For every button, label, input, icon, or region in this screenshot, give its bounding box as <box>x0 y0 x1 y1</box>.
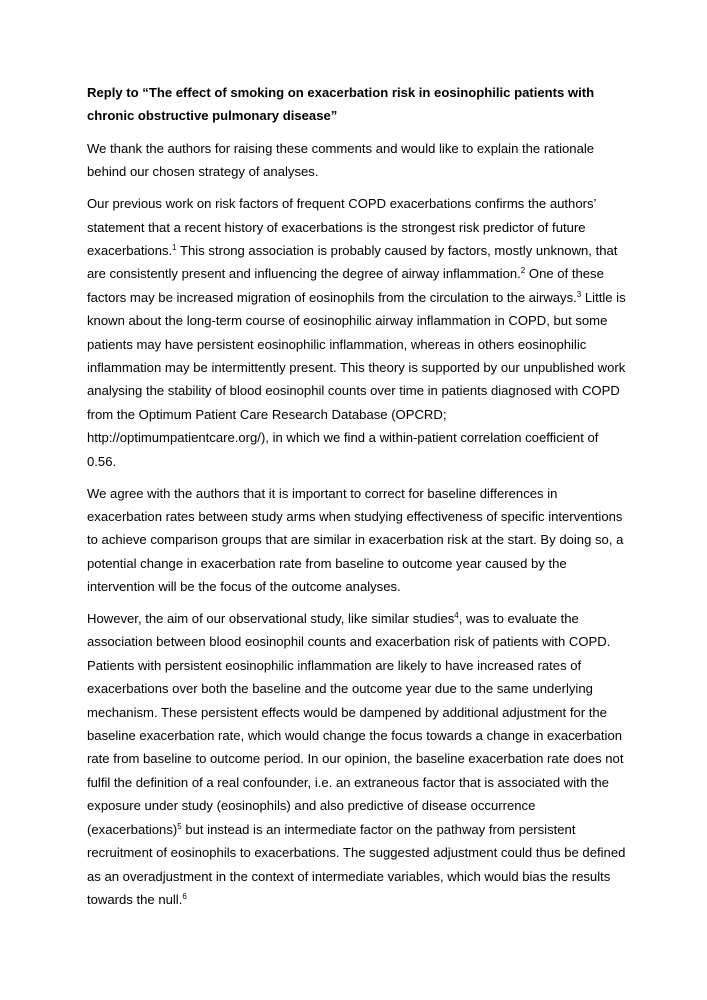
paragraph-text: We agree with the authors that it is important to correct for baseline differences in exacerbation rates between study arms when studying effectiveness of specific interventions to achieve comparison groups that are similar in exacerbation risk at the start. By doing so, a potential change in exacerbation rate from baseline to outcome year caused by the intervention will be the focus of the outcome analyses. <box>87 485 624 595</box>
paragraph-3 <box>87 482 627 599</box>
paragraph-2 <box>87 192 627 473</box>
paragraph-text: Little is known about the long-term course of eosinophilic airway inflammation in COPD, but some patients may have persistent eosinophilic inflammation, whereas in others eosinophilic inflammation may be intermittently present. This theory is supported by our unpublished work analysing the stability of blood eosinophil counts over time in patients diagnosed with COPD from the Optimum Patient Care Research Database (OPCRD; http://optimumpatientcare.org/), in which we find a within-patient correlation coefficient of 0.56. <box>87 289 626 469</box>
paragraph-text: , was to evaluate the association between blood eosinophil counts and exacerbation risk of patients with COPD. Patients with persistent eosinophilic inflammation are likely to have increased rates of exacerbations over both the baseline and the outcome year due to the same underlying mechanism. These persistent effects would be dampened by additional adjustment for the baseline exacerbation rate, which would change the focus towards a change in exacerbation rate from baseline to outcome period. In our opinion, the baseline exacerbation rate does not fulfil the definition of a real confounder, i.e. an extraneous factor that is associated with the exposure under study (eosinophils) and also predictive of disease occurrence (exacerbations) <box>87 611 624 837</box>
paragraph-text: Our previous work on risk factors of frequent COPD exacerbations confirms the authors’ statement that a recent history of exacerbations is the strongest risk predictor of future exacerbations. <box>87 196 596 258</box>
paragraph-4 <box>87 607 627 911</box>
paragraph-text: but instead is an intermediate factor on the pathway from persistent recruitment of eosinophils to exacerbations. The suggested adjustment could thus be defined as an overadjustment in the context of intermediate variables, which would bias the results towards the null. <box>87 821 626 907</box>
citation-superscript: 1 <box>172 242 177 252</box>
paragraph-text: This strong association is probably caused by factors, mostly unknown, that are consistently present and influencing the degree of airway inflammation. <box>87 242 618 282</box>
paragraph-1 <box>87 137 627 184</box>
document-page <box>87 81 627 920</box>
paragraph-text: One of these factors may be increased migration of eosinophils from the circulation to the airways. <box>87 266 604 305</box>
citation-superscript: 3 <box>576 289 582 299</box>
document-title: Reply to “The effect of smoking on exacerbation risk in eosinophilic patients with chronic obstructive pulmonary disease” <box>87 85 595 124</box>
citation-superscript: 5 <box>177 821 182 831</box>
citation-superscript: 6 <box>182 891 187 901</box>
citation-superscript: 4 <box>454 611 459 621</box>
paragraph-text: However, the aim of our observational study, like similar studies <box>87 611 455 627</box>
citation-superscript: 2 <box>520 266 526 276</box>
paragraph-text: We thank the authors for raising these comments and would like to explain the rationale behind our chosen strategy of analyses. <box>87 140 595 180</box>
